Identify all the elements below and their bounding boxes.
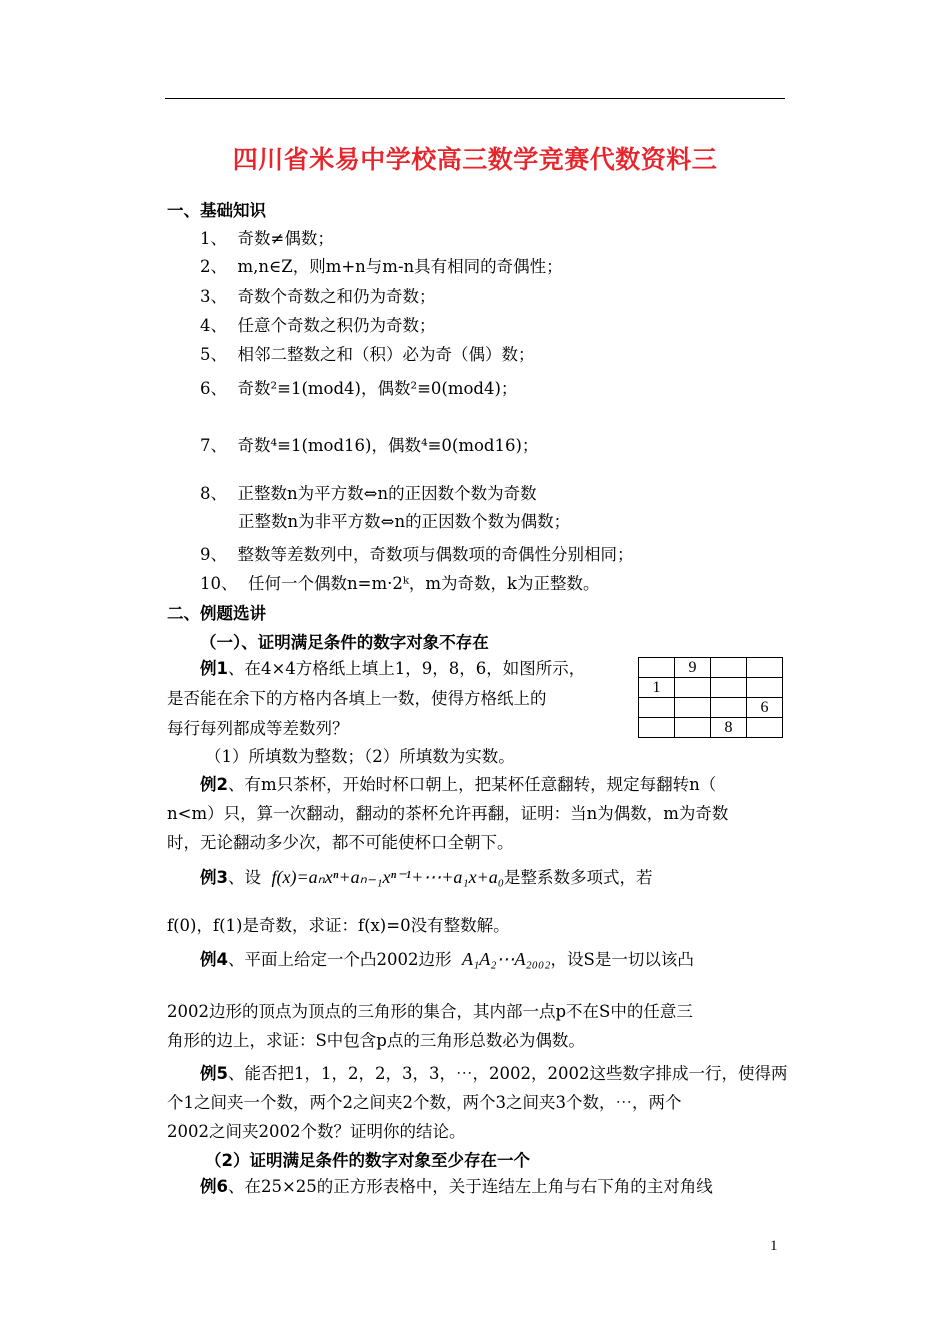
grid-cell xyxy=(675,698,711,718)
grid-cell xyxy=(747,658,783,678)
example-2-line-2: n<m）只，算一次翻动，翻动的茶杯允许再翻，证明：当n为偶数，m为奇数 xyxy=(167,804,729,823)
example-5-line-2: 个1之间夹一个数，两个2之间夹2个数，两个3之间夹3个数，⋯，两个 xyxy=(167,1093,682,1112)
grid-cell xyxy=(711,658,747,678)
grid-cell: 6 xyxy=(747,698,783,718)
list-item: 4、 任意个奇数之积仍为奇数； xyxy=(200,316,436,335)
grid-cell xyxy=(711,698,747,718)
grid-cell xyxy=(711,678,747,698)
section-heading-basics: 一、基础知识 xyxy=(167,201,266,220)
example-3-line-1: 例3、设 f(x)=aₙxⁿ+aₙ₋₁xⁿ⁻¹+⋯+a₁x+a₀是整系数多项式，若 xyxy=(200,867,653,887)
subsection-heading-1: （一）、证明满足条件的数字对象不存在 xyxy=(200,633,489,652)
list-item: 1、 奇数≠偶数； xyxy=(200,229,334,248)
list-item: 7、 奇数⁴≡1(mod16)，偶数⁴≡0(mod16)； xyxy=(200,436,539,455)
example-5-line-1: 例5、能否把1，1，2，2，3，3，⋯，2002，2002这些数字排成一行，使得两 xyxy=(200,1064,788,1083)
grid-cell xyxy=(675,718,711,738)
example-1-line-1: 例1、在4×4方格纸上填上1，9，8，6，如图所示， xyxy=(200,659,586,678)
example-6-line-1: 例6、在25×25的正方形表格中，关于连结左上角与右下角的主对角线 xyxy=(200,1177,713,1196)
example-4-line-2: 2002边形的顶点为顶点的三角形的集合，其内部一点p不在S中的任意三 xyxy=(167,1002,693,1021)
subsection-heading-2: （2）证明满足条件的数字对象至少存在一个 xyxy=(205,1151,530,1170)
grid-cell xyxy=(675,678,711,698)
list-item: 9、 整数等差数列中，奇数项与偶数项的奇偶性分别相同； xyxy=(200,545,634,564)
list-item: 3、 奇数个奇数之和仍为奇数； xyxy=(200,287,436,306)
list-item: 10、 任何一个偶数n=m·2ᵏ，m为奇数，k为正整数。 xyxy=(200,574,600,593)
grid-cell xyxy=(639,718,675,738)
number-grid xyxy=(638,657,783,738)
example-2-line-3: 时，无论翻动多少次，都不可能使杯口全朝下。 xyxy=(167,833,514,852)
example-5-line-3: 2002之间夹2002个数？证明你的结论。 xyxy=(167,1122,466,1141)
page-title: 四川省米易中学校高三数学竞赛代数资料三 xyxy=(232,145,718,174)
section-heading-examples: 二、例题选讲 xyxy=(167,604,266,623)
example-2-line-1: 例2、有m只茶杯，开始时杯口朝上，把某杯任意翻转，规定每翻转n（ xyxy=(200,775,717,794)
example-1-line-4: （1）所填数为整数；（2）所填数为实数。 xyxy=(205,747,515,766)
example-1-line-3: 每行每列都成等差数列？ xyxy=(167,719,349,738)
list-item: 5、 相邻二整数之和（积）必为奇（偶）数； xyxy=(200,345,535,364)
list-item: 正整数n为非平方数⇔n的正因数个数为偶数； xyxy=(238,512,571,531)
polygon-formula: A₁A₂⋯A₂₀₀₂ xyxy=(461,949,551,969)
list-item: 6、 奇数²≡1(mod4)，偶数²≡0(mod4)； xyxy=(200,379,518,398)
grid-cell: 8 xyxy=(711,718,747,738)
grid-cell xyxy=(747,718,783,738)
grid-cell xyxy=(639,658,675,678)
list-item: 2、 m,n∈Z，则m+n与m-n具有相同的奇偶性； xyxy=(200,257,563,276)
example-4-line-1: 例4、平面上给定一个凸2002边形 A₁A₂⋯A₂₀₀₂，设S是一切以该凸 xyxy=(200,949,694,969)
example-4-line-3: 角形的边上，求证：S中包含p点的三角形总数必为偶数。 xyxy=(167,1031,585,1050)
polynomial-formula: f(x)=aₙxⁿ+aₙ₋₁xⁿ⁻¹+⋯+a₁x+a₀ xyxy=(271,867,505,887)
header-rule xyxy=(165,98,785,99)
example-1-line-2: 是否能在余下的方格内各填上一数，使得方格纸上的 xyxy=(167,689,547,708)
example-3-line-2: f(0)，f(1)是奇数，求证：f(x)=0没有整数解。 xyxy=(167,916,510,935)
grid-cell xyxy=(747,678,783,698)
grid-cell: 9 xyxy=(675,658,711,678)
grid-cell xyxy=(639,698,675,718)
list-item: 8、 正整数n为平方数⇔n的正因数个数为奇数 xyxy=(200,484,537,503)
page-number: 1 xyxy=(770,1238,778,1254)
grid-cell: 1 xyxy=(639,678,675,698)
